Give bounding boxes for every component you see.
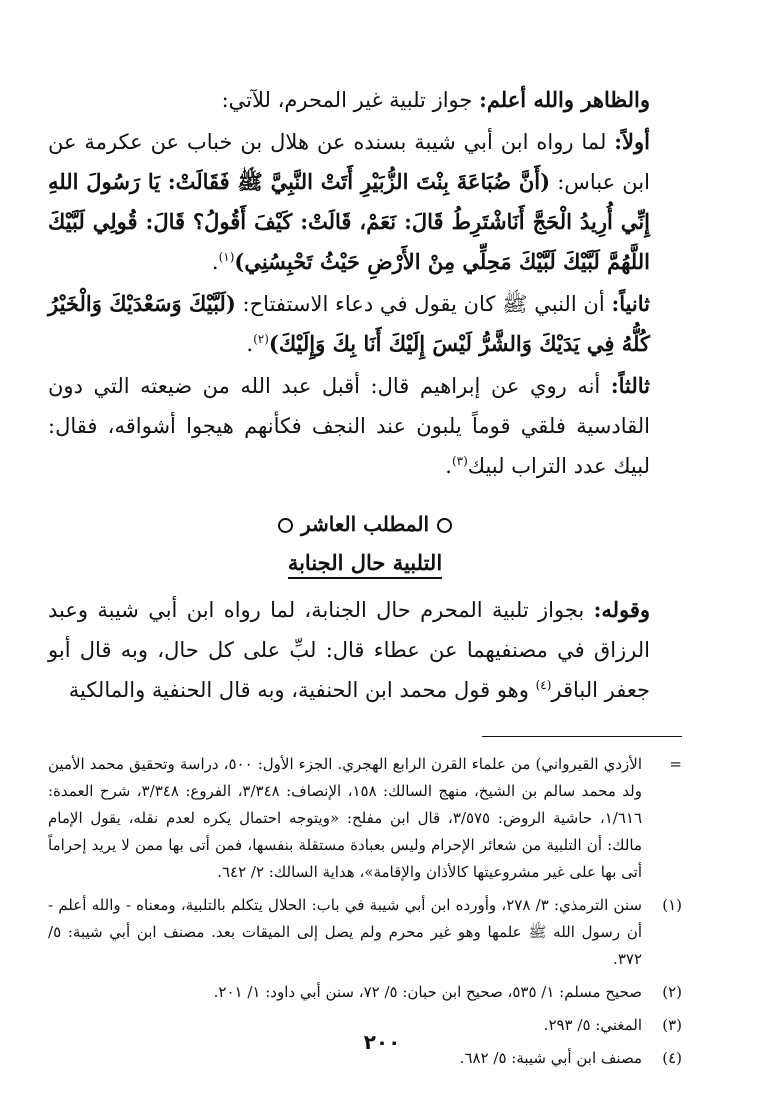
paragraph-3-text: أن النبي ﷺ كان يقول في دعاء الاستفتاح: (242, 292, 605, 316)
section-heading (48, 508, 682, 540)
paragraph-2-end: . (211, 250, 219, 274)
footnote-ref-4: (٤) (535, 678, 552, 692)
footnote-number: (٢) (662, 983, 682, 1001)
paragraph-2-hadith: (أَنَّ ضُبَاعَةَ بِنْتَ الزُّبَيْرِ أَتَتْ النَّبِيَّ ﷺ فَقَالَتْ: يَا رَسُولَ اللهِ إِنِّي أُرِيدُ الْحَجَّ أَنَاشْتَرِطُ قَالَ: نَعَمْ، قَالَتْ: كَيْفَ أَقُولُ؟ قَالَ: قُولِي لَبَّيْكَ اللَّهُمَّ لَبَّيْكَ لَبَّيْكَ مَحِلِّي مِنْ الأَرْضِ حَيْثُ تَحْبِسُنِي) (48, 169, 650, 274)
footnote (48, 892, 682, 973)
paragraph-2-label: أولاً: (614, 129, 650, 154)
paragraph-3 (48, 284, 682, 364)
circle-ornament-icon (278, 518, 293, 533)
paragraph-1-label: والظاهر والله أعلم: (479, 87, 650, 112)
paragraph-4-label: ثالثاً: (610, 373, 650, 398)
footnote (48, 979, 682, 1006)
section-title (48, 546, 682, 580)
paragraph-5 (48, 590, 682, 710)
paragraph-4 (48, 366, 682, 486)
section-title-text: التلبية حال الجنابة (288, 550, 442, 579)
footnote-number: (١) (662, 896, 682, 914)
paragraph-5-label: وقوله: (593, 597, 650, 622)
circle-ornament-icon (437, 518, 452, 533)
paragraph-4-end: . (445, 454, 452, 478)
footnote-text: صحيح مسلم: ١/ ٥٣٥، صحيح ابن حبان: ٥/ ٧٢، سنن أبي داود: ١/ ٢٠١. (213, 983, 642, 1001)
footnote-number: (٣) (662, 1016, 682, 1034)
paragraph-5-text: بجواز تلبية المحرم حال الجنابة، لما رواه ابن أبي شيبة وعبد الرزاق في مصنفيهما عن عطاء قال: لبِّ على كل حال، وبه قال أبو جعفر الباقر (48, 598, 650, 702)
footnote-text: سنن الترمذي: ٣/ ٢٧٨، وأورده ابن أبي شيبة في باب: الحلال يتكلم بالتلبية، ومعناه - والله أعلم - أن رسول الله ﷺ علمها وهو غير محرم ولم يصل إلى الميقات بعد. مصنف ابن أبي شيبة: ٥/ ٣٧٢. (48, 896, 643, 968)
page-number: ٢٠٠ (363, 1030, 401, 1054)
footnote-text: الأزدي القيرواني) من علماء القرن الرابع الهجري. الجزء الأول: ٥٠٠، دراسة وتحقيق محمد الأمين ولد محمد سالم بن الشيخ، منهج السالك: ١٥٨، الإنصاف: ٣/٣٤٨، الفروع: ٣/٣٤٨، شرح العمدة: ١/٦١٦، حاشية الروض: ٣/٥٧٥، قال ابن مفلح: «ويتوجه احتمال يكره لعدم نقله، يقول الإمام مالك: أن التلبية من شعائر الإحرام وليس بعبادة مستقلة بنفسها، فمن أتى بها ممن لا يريد إحراماً أتى بها على غير مشروعيتها كالأذان والإقامة»، هداية السالك: ٢/ ٦٤٢. (48, 755, 643, 881)
footnote-ref-2: (٢) (253, 332, 269, 346)
section-heading-text: المطلب العاشر (300, 512, 430, 536)
footnote-text: المغني: ٥/ ٢٩٣. (543, 1016, 642, 1034)
paragraph-1 (48, 80, 682, 120)
paragraph-4-text: أنه روي عن إبراهيم قال: أقبل عبد الله من ضيعته التي دون القادسية فلقي قوماً يلبون عند النجف فكأنهم هيجوا أشواقه، فقال: لبيك عدد التراب لبيك (48, 374, 650, 478)
footnote-number: (٤) (662, 1049, 682, 1067)
paragraph-3-hadith: (لَبَّيْكَ وَسَعْدَيْكَ وَالْخَيْرُ كُلُّهُ فِي يَدَيْكَ وَالشَّرُّ لَيْسَ إِلَيْكَ أَنَا بِكَ وَإِلَيْكَ) (48, 291, 650, 356)
paragraph-3-end: . (246, 332, 254, 356)
paragraph-2 (48, 122, 682, 282)
page-content (48, 80, 682, 1072)
paragraph-2-text: لما رواه ابن أبي شيبة بسنده عن هلال بن خباب عن عكرمة عن ابن عباس: (48, 130, 650, 194)
footnote-divider (482, 736, 682, 737)
footnote (48, 751, 682, 886)
footnote-ref-1: (١) (218, 250, 235, 264)
paragraph-3-label: ثانياً: (611, 291, 651, 316)
footnote-number: = (669, 755, 682, 773)
footnote-ref-3: (٣) (451, 454, 468, 468)
footnote-text: مصنف ابن أبي شيبة: ٥/ ٦٨٢. (459, 1049, 642, 1067)
paragraph-1-text: جواز تلبية غير المحرم، للآتي: (221, 88, 473, 112)
paragraph-5-text-cont: وهو قول محمد ابن الحنفية، وبه قال الحنفية والمالكية (68, 678, 529, 702)
